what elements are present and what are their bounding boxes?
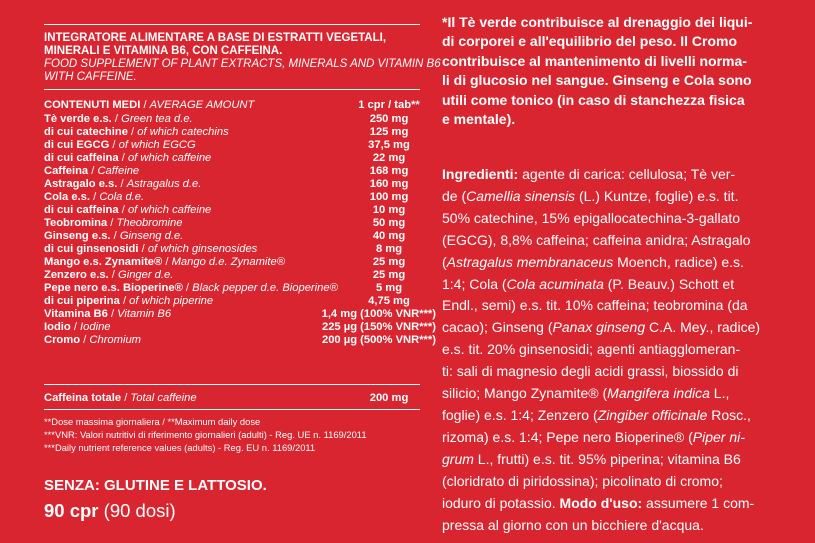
header-en-line2: WITH CAFFEINE. [44, 71, 137, 83]
total-label-it: Caffeina totale [44, 392, 122, 404]
table-row: di cui catechine / of which catechins 125 mg [44, 127, 424, 139]
directions-label: Modo d'uso: [559, 494, 643, 511]
ingredients-line: (cloridrato di piridossina); picolinato di cromo; [442, 472, 723, 489]
row-value: 200 µg (500% VNR***) [321, 334, 436, 346]
table-row: Cromo / Chromium 200 µg (500% VNR***) [44, 334, 436, 346]
total-row: Caffeina totale / Total caffeine 200 mg [44, 393, 424, 405]
row-name-it: Mango e.s. Zynamite® [44, 256, 163, 268]
row-name-en: Mango d.e. Zynamite® [171, 256, 285, 268]
table-row: Ginseng e.s. / Ginseng d.e. 40 mg [44, 231, 424, 243]
row-name-it: Pepe nero e.s. Bioperine® [44, 282, 183, 294]
row-name-en: of which EGCG [118, 139, 196, 151]
health-claims [442, 13, 772, 129]
row-name-it: Caffeina [44, 165, 89, 177]
row-name-it: di cui ginsenosidi [44, 243, 139, 255]
footnote-vnr-it: ***VNR: Valori nutritivi di riferimento giornalieri (adulti) - Reg. UE n. 1169/2011 [44, 429, 367, 440]
ingredients-text-part: silicio; Mango Zynamite® ( [442, 385, 608, 402]
row-value: 10 mg [372, 204, 406, 216]
ingredients-line [442, 252, 772, 274]
ingredients-text-part: ioduro di potassio. [442, 494, 560, 511]
claim-line: utili come tonico (in caso di stanchezza fisica [442, 91, 745, 108]
row-name-it: Iodio [44, 321, 71, 333]
row-name-en: Theobromine [116, 217, 183, 229]
row-value: 8 mg [375, 243, 403, 255]
row-name-en: Ginger d.e. [118, 269, 174, 281]
ingredients-line: 50% catechine, 15% epigallocatechina-3-gallato [442, 209, 741, 226]
table-row: di cui caffeina / of which caffeine 10 mg [44, 205, 424, 217]
row-name-it: di cui piperina [44, 295, 120, 307]
row-name-en: of which catechins [137, 126, 229, 138]
row-name-en: Iodine [80, 321, 111, 333]
claim-line: *Il Tè verde contribuisce al drenaggio dei liqui- [442, 14, 753, 30]
table-row: Astragalo e.s. / Astragalus d.e. 160 mg [44, 179, 424, 191]
ingredients-text-part: assumere 1 com- [642, 494, 755, 511]
row-name-en: of which ginsenosides [147, 243, 258, 255]
row-value: 22 mg [372, 152, 406, 164]
row-name-en: Astragalus d.e. [126, 178, 202, 190]
ingredients-species: Panax ginseng [552, 319, 646, 336]
total-label-en: Total caffeine [130, 392, 197, 404]
ingredients-text-part: agente di carica: cellulosa; Tè ver- [518, 166, 736, 182]
row-name-it: Tè verde e.s. [44, 113, 112, 125]
row-name-en: Chromium [89, 334, 141, 346]
row-name-en: Vitamin B6 [117, 308, 172, 320]
ingredients-text-part: L., [709, 385, 730, 402]
ingredients-text-part: (P. Beauv.) Schott et [603, 275, 735, 292]
ingredients-line [442, 274, 772, 296]
claim-line: li di glucosio nel sangue. Ginseng e Cola sono [442, 72, 752, 89]
row-name-en: Green tea d.e. [121, 113, 193, 125]
table-row: di cui piperina / of which piperine 4,75 mg [44, 296, 424, 308]
row-name-en: Ginseng d.e. [119, 230, 184, 242]
row-value: 25 mg [372, 256, 406, 268]
row-name-it: Zenzero e.s. [44, 269, 109, 281]
row-name-en: of which piperine [129, 295, 214, 307]
col-header-it: CONTENUTI MEDI [44, 99, 141, 111]
ingredients-line [442, 186, 772, 208]
table-row: Teobromina / Theobromine 50 mg [44, 218, 424, 230]
row-name-it: Teobromina [44, 217, 108, 229]
ingredients-species: Mangifera indica [607, 385, 710, 402]
total-divider [44, 384, 420, 385]
ingredients-species: Piper ni- [692, 428, 745, 445]
table-row: Mango e.s. Zynamite® / Mango d.e. Zynamite® 25 mg [44, 257, 424, 269]
col-header-en: AVERAGE AMOUNT [149, 99, 255, 111]
claim-line: contribuisce al mantenimento di livelli norma- [442, 52, 747, 69]
table-row: di cui ginsenosidi / of which ginsenosides 8 mg [44, 244, 424, 256]
ingredients-line: Endl., semi) e.s. tit. 10% caffeina; teobromina (da [442, 297, 748, 314]
table-header-label: CONTENUTI MEDI / AVERAGE AMOUNT [44, 99, 255, 111]
ingredients-species: Astragalus membranaceus [446, 253, 614, 270]
row-value: 125 mg [369, 126, 409, 138]
row-value: 225 µg (150% VNR***) [321, 321, 436, 333]
ingredients-line [442, 493, 772, 515]
ingredients-text-part: (L.) Kuntze, foglie) e.s. tit. [575, 187, 739, 204]
table-row: di cui caffeina / of which caffeine 22 mg [44, 153, 424, 165]
row-name-en: Cola d.e. [99, 191, 145, 203]
footnote-vnr-en: ***Daily nutrient reference values (adults) - Reg. EU n. 1169/2011 [44, 442, 316, 453]
table-row: Caffeina / Caffeine 168 mg [44, 166, 424, 178]
pack-doses: (90 dosi) [103, 500, 176, 521]
ingredients-line [442, 449, 772, 471]
row-name-it: di cui caffeina [44, 152, 119, 164]
table-row: Cola e.s. / Cola d.e. 100 mg [44, 192, 424, 204]
row-name-it: Cromo [44, 334, 81, 346]
ingredients-text [442, 164, 772, 536]
row-value: 50 mg [372, 217, 406, 229]
ingredients-line [442, 383, 772, 405]
ingredients-label: Ingredienti: [442, 166, 519, 182]
ingredients-species: Camellia sinensis [466, 187, 576, 204]
row-name-en: of which caffeine [127, 152, 212, 164]
total-value: 200 mg [369, 392, 409, 404]
header-it-line1: INTEGRATORE ALIMENTARE A BASE DI ESTRATTI VEGETALI, [44, 32, 387, 44]
row-name-it: di cui caffeina [44, 204, 119, 216]
ingredients-text-part: C.A. Mey., radice) [645, 319, 761, 336]
row-value: 168 mg [369, 165, 409, 177]
ingredients-line [442, 427, 772, 449]
pack-count: 90 cpr [44, 500, 99, 521]
ingredients-line [442, 317, 772, 339]
notes-divider [44, 409, 420, 410]
row-name-it: Ginseng e.s. [44, 230, 111, 242]
row-value: 1,4 mg (100% VNR***) [321, 308, 436, 320]
claim-line: di corporei e all'equilibrio del peso. Il Cromo [442, 33, 738, 50]
row-value: 100 mg [369, 191, 409, 203]
table-header-row [44, 100, 424, 112]
ingredients-text-part: de ( [442, 187, 467, 204]
ingredients-line: pressa al giorno con un bicchiere d'acqua. [442, 516, 704, 533]
row-value: 25 mg [372, 269, 406, 281]
table-row: Tè verde e.s. / Green tea d.e. 250 mg [44, 114, 424, 126]
row-name-it: di cui EGCG [44, 139, 110, 151]
claim-line: e mentale). [442, 111, 516, 128]
row-name-en: Black pepper d.e. Bioperine® [192, 282, 338, 294]
top-divider [44, 24, 420, 25]
footnote-max-dose: **Dose massima giornaliera / **Maximum daily dose [44, 416, 261, 427]
ingredients-text-part: ( [442, 253, 447, 270]
pack-size [44, 500, 176, 522]
ingredients-text-part: 1:4; Cola ( [442, 275, 507, 292]
row-name-it: Astragalo e.s. [44, 178, 118, 190]
table-row: Pepe nero e.s. Bioperine® / Black pepper d.e. Bioperine® 5 mg [44, 283, 424, 295]
ingredients-line [442, 164, 772, 186]
row-name-it: Vitamina B6 [44, 308, 108, 320]
row-value: 160 mg [369, 178, 409, 190]
row-name-en: Caffeine [97, 165, 140, 177]
ingredients-line: ti: sali di magnesio degli acidi grassi, biossido di [442, 363, 739, 380]
ingredients-text-part: Rosc., [707, 406, 751, 423]
row-name-it: Cola e.s. [44, 191, 91, 203]
ingredients-text-part: L., frutti) e.s. tit. 95% piperina; vitamina B6 [473, 450, 741, 467]
row-name-it: di cui catechine [44, 126, 128, 138]
row-value: 5 mg [375, 282, 403, 294]
header-divider [44, 89, 420, 90]
row-value: 250 mg [369, 113, 409, 125]
table-row: Vitamina B6 / Vitamin B6 1,4 mg (100% VNR***) [44, 308, 436, 320]
ingredients-line [442, 405, 772, 427]
row-value: 37,5 mg [368, 139, 410, 151]
ingredients-text-part: rizoma) e.s. 1:4; Pepe nero Bioperine® ( [442, 428, 693, 445]
ingredients-text-part: cacao); Ginseng ( [442, 319, 553, 336]
header-it-line2: MINERALI E VITAMINA B6, CON CAFFEINA. [44, 45, 283, 57]
table-row: di cui EGCG / of which EGCG 37,5 mg [44, 140, 424, 152]
table-row: Zenzero e.s. / Ginger d.e. 25 mg [44, 270, 424, 282]
table-row: Iodio / Iodine 225 µg (150% VNR***) [44, 321, 436, 333]
ingredients-species: Zingiber officinale [597, 406, 708, 423]
ingredients-text-part: foglie) e.s. 1:4; Zenzero ( [442, 406, 598, 423]
ingredients-line: (EGCG), 8,8% caffeina; caffeina anidra; Astragalo [442, 231, 751, 248]
free-from-label: SENZA: GLUTINE E LATTOSIO. [44, 477, 267, 494]
ingredients-text-part: Moench, radice) e.s. [613, 253, 744, 270]
row-value: 4,75 mg [368, 295, 410, 307]
ingredients-species: Cola acuminata [506, 275, 604, 292]
header-en-line1: FOOD SUPPLEMENT OF PLANT EXTRACTS, MINERALS AND VITAMIN B6 [44, 58, 441, 70]
row-value: 40 mg [372, 230, 406, 242]
row-name-en: of which caffeine [127, 204, 212, 216]
ingredients-species: grum [442, 450, 474, 467]
col-header-value: 1 cpr / tab** [358, 99, 420, 111]
ingredients-line: e.s. tit. 20% ginsenosidi; agenti antiagglomeran- [442, 341, 741, 358]
